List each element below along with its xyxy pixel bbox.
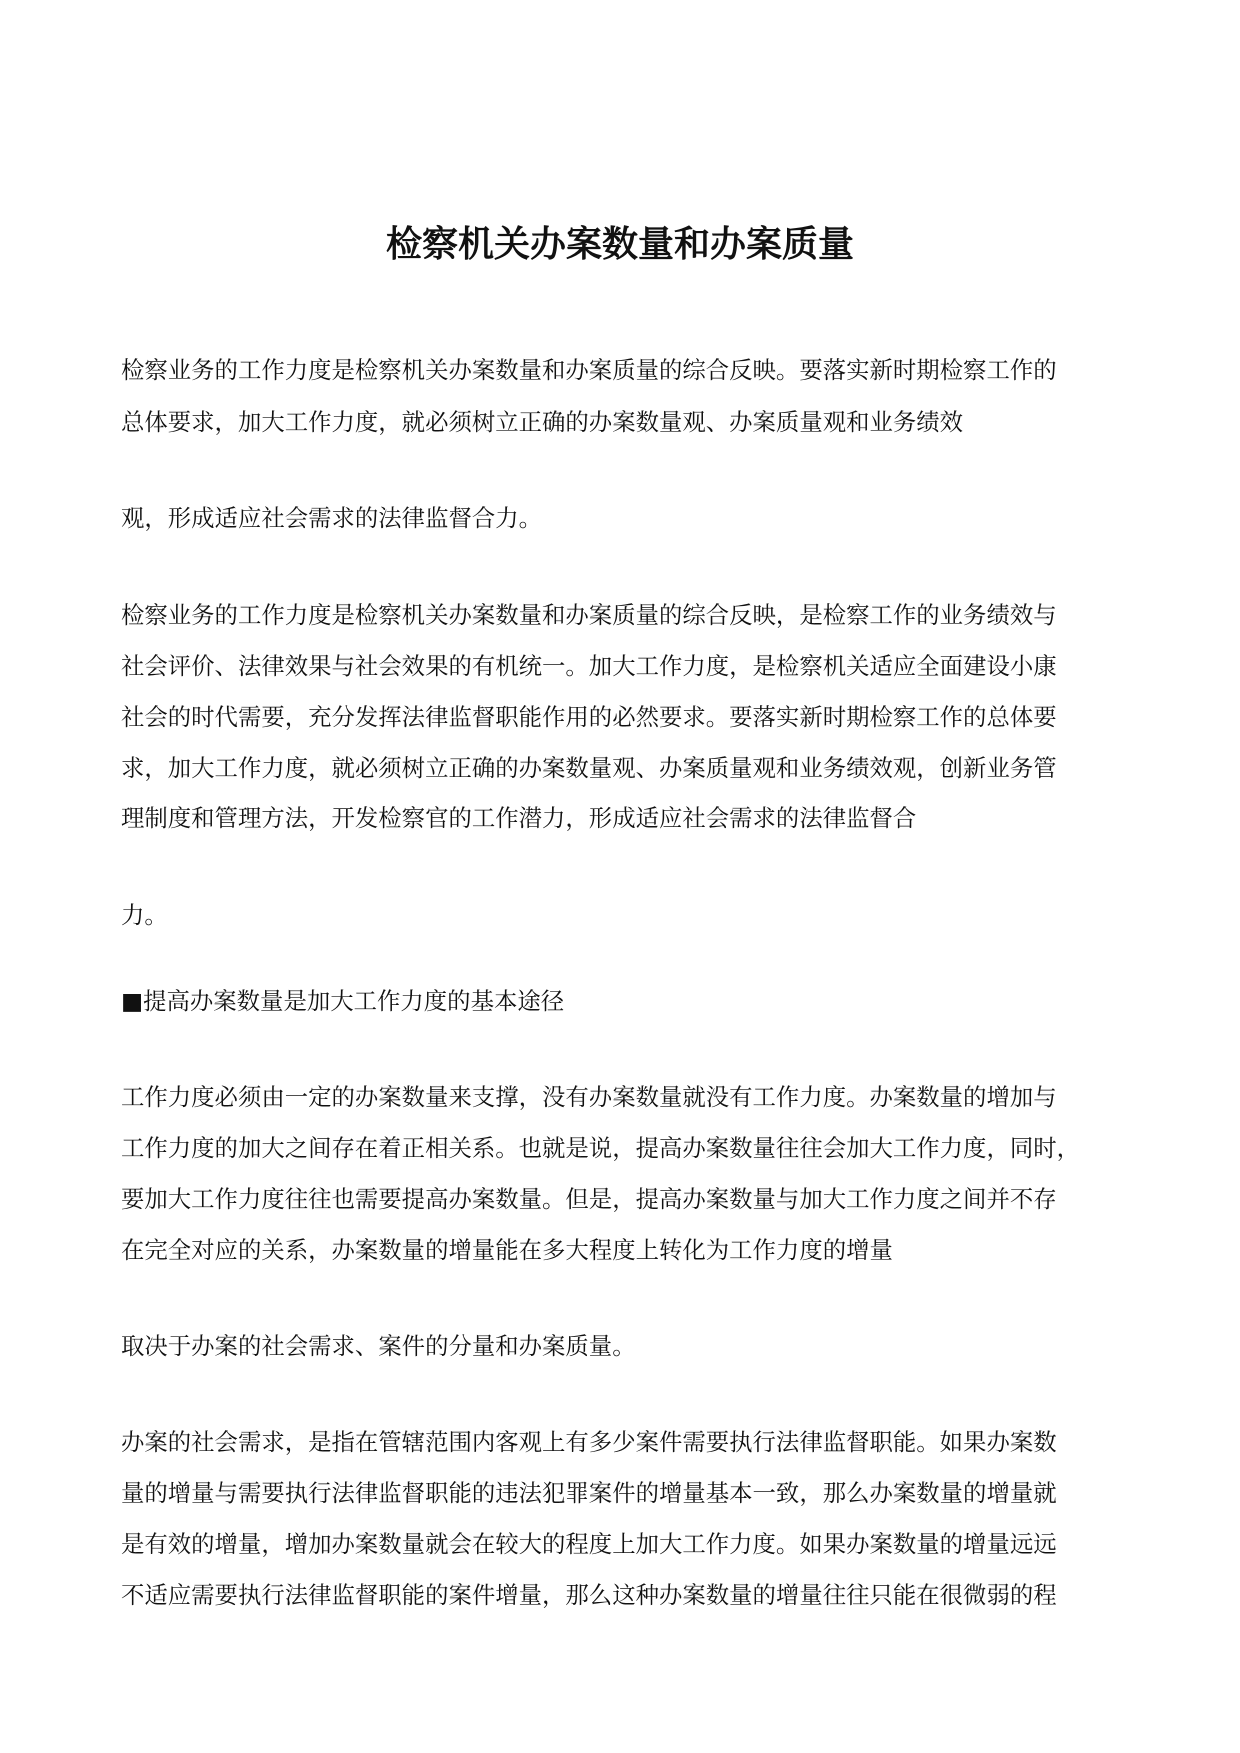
body-text-line: 社会评价、法律效果与社会效果的有机统一。加大工作力度，是检察机关适应全面建设小康: [121, 652, 1057, 680]
body-text-line: 力。: [121, 901, 168, 929]
body-text-line: 是有效的增量，增加办案数量就会在较大的程度上加大工作力度。如果办案数量的增量远远: [121, 1530, 1057, 1558]
body-text-line: 在完全对应的关系，办案数量的增量能在多大程度上转化为工作力度的增量: [121, 1236, 893, 1264]
body-text-line: 观，形成适应社会需求的法律监督合力。: [121, 504, 543, 532]
body-text-line: 求，加大工作力度，就必须树立正确的办案数量观、办案质量观和业务绩效观，创新业务管: [121, 754, 1057, 782]
body-text-line: 要加大工作力度往往也需要提高办案数量。但是，提高办案数量与加大工作力度之间并不存: [121, 1185, 1057, 1213]
body-text-line: 不适应需要执行法律监督职能的案件增量，那么这种办案数量的增量往往只能在很微弱的程: [121, 1581, 1057, 1609]
body-text-line: 工作力度的加大之间存在着正相关系。也就是说，提高办案数量往往会加大工作力度，同时，: [121, 1134, 1081, 1162]
body-text-line: 总体要求，加大工作力度，就必须树立正确的办案数量观、办案质量观和业务绩效: [121, 408, 964, 436]
document-title: 检察机关办案数量和办案质量: [385, 223, 854, 265]
body-text-line: 社会的时代需要，充分发挥法律监督职能作用的必然要求。要落实新时期检察工作的总体要: [121, 703, 1057, 731]
body-text-line: 理制度和管理方法，开发检察官的工作潜力，形成适应社会需求的法律监督合: [121, 804, 917, 832]
body-text-line: 检察业务的工作力度是检察机关办案数量和办案质量的综合反映。要落实新时期检察工作的: [121, 356, 1057, 384]
body-text-line: 办案的社会需求，是指在管辖范围内客观上有多少案件需要执行法律监督职能。如果办案数: [121, 1428, 1057, 1456]
body-text-line: 工作力度必须由一定的办案数量来支撑，没有办案数量就没有工作力度。办案数量的增加与: [121, 1083, 1057, 1111]
body-text-line: 检察业务的工作力度是检察机关办案数量和办案质量的综合反映，是检察工作的业务绩效与: [121, 601, 1057, 629]
body-text-line: 取决于办案的社会需求、案件的分量和办案质量。: [121, 1332, 636, 1360]
section-heading: ■提高办案数量是加大工作力度的基本途径: [121, 987, 565, 1015]
body-text-line: 量的增量与需要执行法律监督职能的违法犯罪案件的增量基本一致，那么办案数量的增量就: [121, 1479, 1057, 1507]
